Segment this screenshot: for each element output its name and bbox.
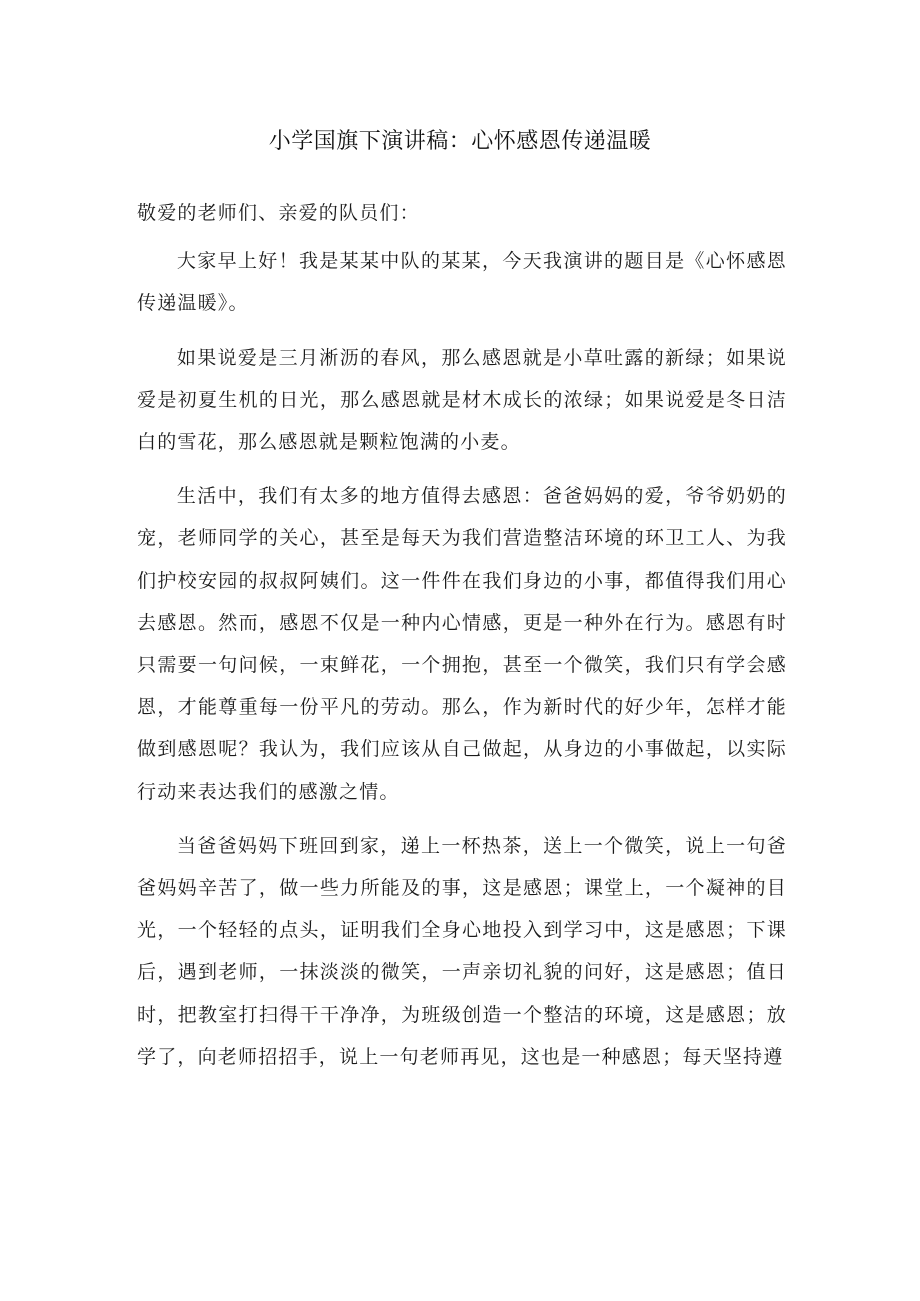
paragraph-greeting: 大家早上好！我是某某中队的某某，今天我演讲的题目是《心怀感恩传递温暖》。 — [137, 250, 787, 315]
document-title: 小学国旗下演讲稿：心怀感恩传递温暖 — [268, 129, 652, 154]
paragraph-metaphor: 如果说爱是三月淅沥的春风，那么感恩就是小草吐露的新绿；如果说爱是初夏生机的日光，那么感恩就是材木成长的浓绿；如果说爱是冬日洁白的雪花，那么感恩就是颗粒饱满的小麦。 — [137, 346, 787, 454]
document-body — [137, 192, 787, 1090]
paragraph-gratitude-in-life: 生活中，我们有太多的地方值得去感恩：爸爸妈妈的爱，爷爷奶奶的宠，老师同学的关心，甚至是每天为我们营造整洁环境的环卫工人、为我们护校安园的叔叔阿姨们。这一件件在我们身边的小事，都值得我们用心去感恩。然而，感恩不仅是一种内心情感，更是一种外在行为。感恩有时只需要一句问候，一束鲜花，一个拥抱，甚至一个微笑，我们只有学会感恩，才能尊重每一份平凡的劳动。那么，作为新时代的好少年，怎样才能做到感恩呢？我认为，我们应该从自己做起，从身边的小事做起，以实际行动来表达我们的感激之情。 — [137, 485, 787, 803]
salutation: 敬爱的老师们、亲爱的队员们： — [137, 202, 420, 224]
paragraph-examples: 当爸爸妈妈下班回到家，递上一杯热茶，送上一个微笑，说上一句爸爸妈妈辛苦了，做一些力所能及的事，这是感恩；课堂上，一个凝神的目光，一个轻轻的点头，证明我们全身心地投入到学习中，这是感恩；下课后，遇到老师，一抹淡淡的微笑，一声亲切礼貌的问好，这是感恩；值日时，把教室打扫得干干净净，为班级创造一个整洁的环境，这是感恩；放学了，向老师招招手，说上一句老师再见，这也是一种感恩；每天坚持遵 — [137, 834, 787, 1068]
